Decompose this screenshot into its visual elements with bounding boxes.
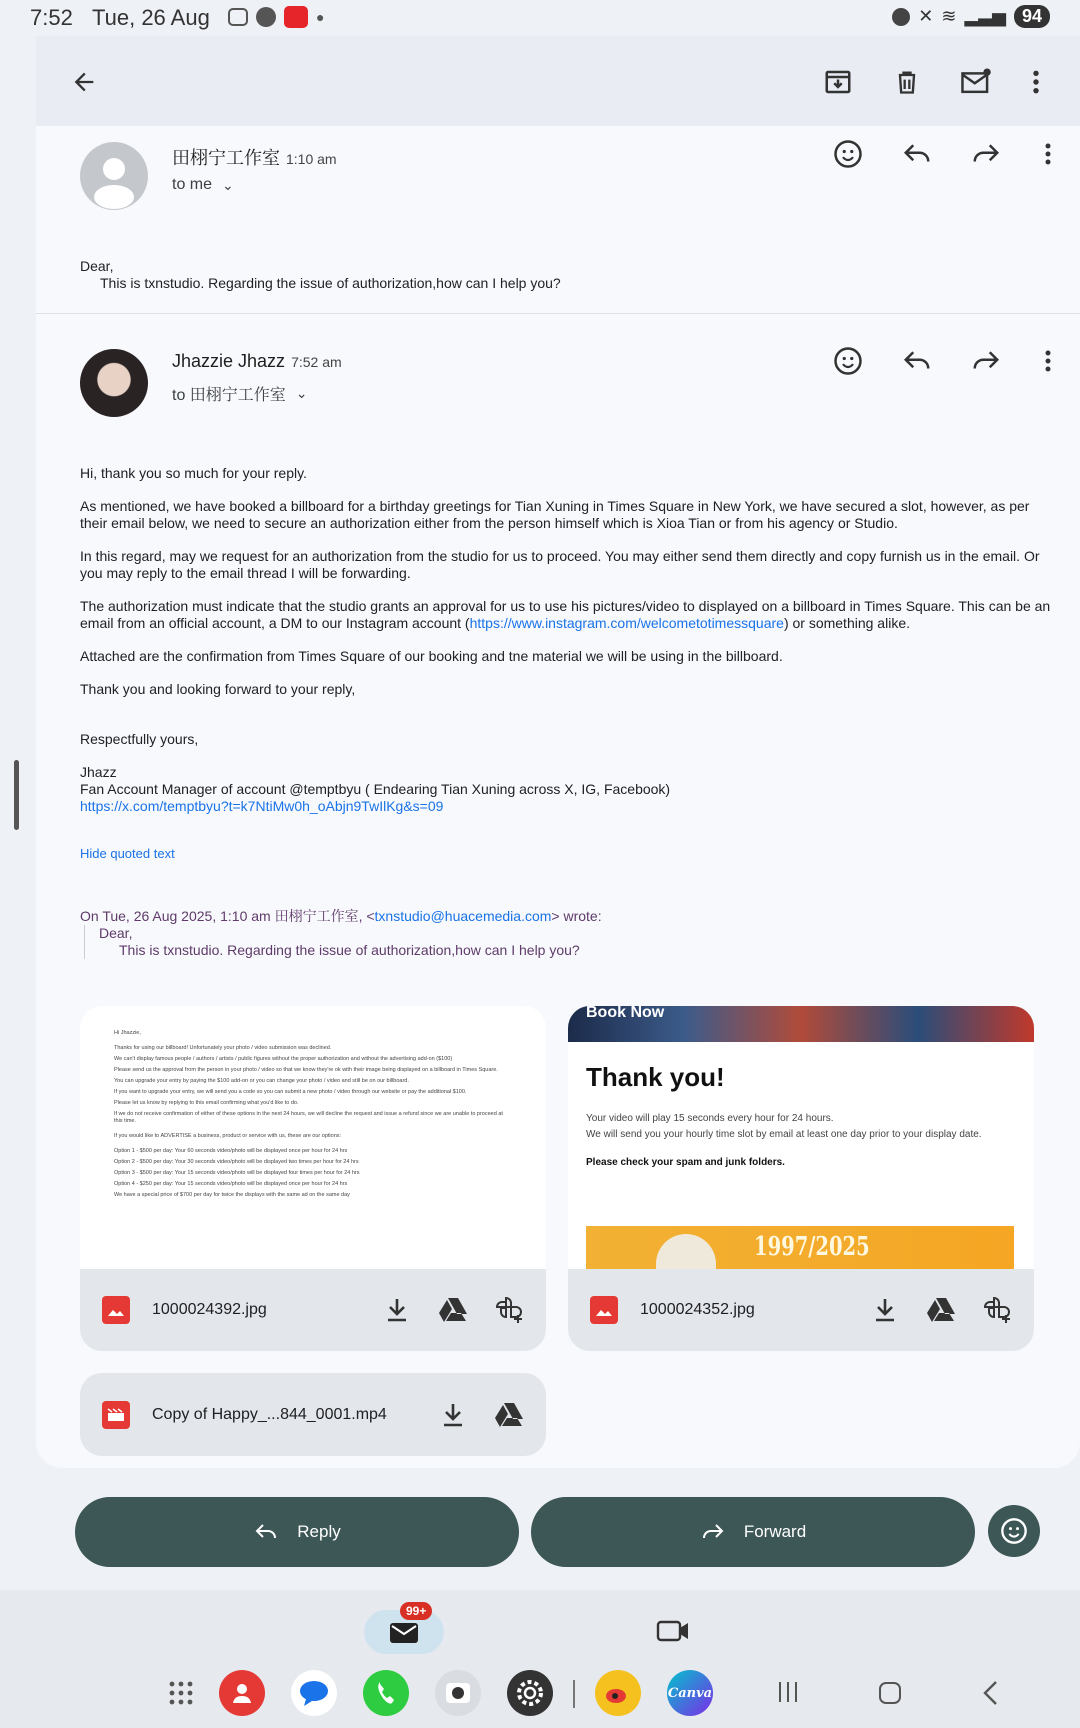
preview-line: If we do not receive confirmation of either of these options in the next 24 hours, we will decline the request and issue a refund since we are unable to proceed at this time. (114, 1111, 503, 1124)
person-photo-placeholder (656, 1234, 716, 1269)
signature-title: Fan Account Manager of account @temptbyu ( Endearing Tian Xuning across X, IG, Facebook) (80, 781, 671, 797)
image-file-icon (102, 1296, 130, 1324)
confirmation-line: We will send you your hourly time slot by email at least one day prior to your display date. (586, 1129, 982, 1140)
preview-line: Option 3 - $500 per day: Your 15 seconds video/photo will be displayed four times per hour for 24 hrs (114, 1170, 360, 1176)
paragraph: As mentioned, we have booked a billboard for a birthday greetings for Tian Xuning in Times Square in New York, we have secured a slot, however, as per their email below, we need to secure an authorization either from the person himself which is Xioa Tian or from his agency or Studio. (80, 498, 1030, 531)
reply-label: Reply (297, 1522, 341, 1541)
quoted-text: This is txnstudio. Regarding the issue of authorization,how can I help you? (119, 942, 580, 958)
paragraph-text: ) or something alike. (783, 615, 910, 631)
preview-line: If you would like to ADVERTISE a business, product or service with us, these are our options: (114, 1133, 342, 1139)
sender-avatar-placeholder[interactable] (80, 142, 148, 210)
mail-icon (389, 1620, 419, 1644)
reply-button[interactable] (901, 345, 933, 377)
times-square-banner (568, 1006, 1034, 1042)
wifi-icon: ≋ (941, 6, 957, 26)
trash-icon (893, 67, 921, 97)
more-vert-icon (1032, 69, 1040, 95)
dock-divider (573, 1680, 575, 1708)
unread-badge: 99+ (400, 1602, 432, 1620)
recipient-toggle[interactable] (172, 176, 234, 194)
mail-tab[interactable] (364, 1604, 444, 1654)
download-icon[interactable] (382, 1295, 412, 1325)
preview-line: We can't display famous people / authors / artists / public figures without the proper authorization and without the advertising add-on ($100) (114, 1056, 453, 1062)
forward-icon (700, 1522, 726, 1542)
attachment-preview[interactable] (568, 1006, 1034, 1269)
back-nav-button[interactable] (980, 1680, 1000, 1711)
forward-button[interactable] (970, 138, 1002, 170)
phone-app-icon[interactable] (363, 1670, 409, 1716)
email-thread-panel (36, 36, 1080, 1468)
add-to-photos-icon[interactable] (494, 1295, 524, 1325)
paragraph: Thank you and looking forward to your reply, (80, 681, 356, 697)
drive-icon[interactable] (926, 1295, 956, 1325)
message2-body (80, 465, 1060, 959)
message1-sender[interactable] (172, 144, 337, 170)
preview-line: Hi Jhazzie, (114, 1030, 141, 1036)
paragraph-text: The authorization must indicate that the studio grants an approval for us to use his pictures/video to displayed on a billboard in Times Square. This can be an email from an official account, a DM to our Instagram account ( (80, 598, 1051, 631)
message1-body (80, 258, 561, 292)
weibo-app-icon[interactable] (595, 1670, 641, 1716)
paragraph: In this regard, may we request for an authorization from the studio for us to proceed. You may either send them directly and copy furnish us in the email. Or you may reply to the email thread I will be forwarding. (80, 548, 1040, 581)
hide-quoted-text-link[interactable]: Hide quoted text (80, 846, 175, 861)
quote-header (80, 908, 1060, 925)
billboard-preview-strip (586, 1226, 1014, 1269)
smiley-icon (833, 139, 863, 169)
scroll-handle[interactable] (14, 760, 19, 830)
attachment-filename: 1000024392.jpg (152, 1301, 267, 1318)
forward-icon (971, 141, 1001, 167)
message-time: 1:10 am (286, 151, 337, 167)
more-options-button[interactable] (1018, 64, 1054, 100)
chevron-down-icon: ⌄ (295, 385, 308, 401)
quote-header-text: > wrote: (551, 908, 602, 924)
contacts-app-icon[interactable] (219, 1670, 265, 1716)
preview-line: Thanks for using our billboard! Unfortunately your photo / video submission was declined. (114, 1045, 332, 1051)
back-chevron-icon (980, 1680, 1000, 1706)
delete-button[interactable] (889, 64, 925, 100)
recent-apps-button[interactable] (776, 1680, 800, 1709)
emoji-react-button[interactable] (832, 138, 864, 170)
archive-button[interactable] (820, 64, 856, 100)
canva-app-icon[interactable]: Canva (667, 1670, 713, 1716)
greeting: Dear, (80, 258, 114, 274)
document-preview-text (114, 1030, 512, 1199)
attachment-filename: 1000024352.jpg (640, 1301, 755, 1318)
status-date: Tue, 26 Aug (92, 5, 210, 30)
image-file-icon (590, 1296, 618, 1324)
attachment-bar (80, 1269, 546, 1351)
preview-line: Please let us know by replying to this email confirming what you'd like to do. (114, 1100, 299, 1106)
mark-unread-button[interactable] (958, 64, 994, 100)
paragraph: Hi, thank you so much for your reply. (80, 465, 307, 481)
signature-name: Jhazz (80, 764, 117, 780)
preview-line: Option 4 - $250 per day: Your 15 seconds video/photo will be displayed once per hour for 24 hrs (114, 1181, 348, 1187)
signal-icon: ▂▃▅ (964, 6, 1006, 26)
attachment-card[interactable] (568, 1006, 1034, 1351)
quote-header-text: On Tue, 26 Aug 2025, 1:10 am 田栩宁工作室, < (80, 908, 375, 924)
confirmation-content (568, 1042, 1034, 1182)
reply-icon (902, 348, 932, 374)
preview-line: Option 2 - $500 per day: Your 30 seconds video/photo will be displayed two times per hour for 24 hrs (114, 1159, 359, 1165)
preview-line: You can upgrade your entry by paying the $100 add-on or you can change your photo / video and still be on our billboard. (114, 1078, 409, 1084)
confirmation-heading: Thank you! (586, 1062, 725, 1092)
smiley-icon (833, 346, 863, 376)
person-icon (80, 142, 148, 210)
camera-app-icon[interactable] (435, 1670, 481, 1716)
mute-icon: ✕ (918, 6, 934, 26)
messages-app-icon[interactable] (291, 1670, 337, 1716)
attachment-card[interactable] (80, 1006, 546, 1351)
forward-icon (971, 348, 1001, 374)
download-icon[interactable] (870, 1295, 900, 1325)
message-divider (36, 313, 1080, 314)
message2-sender[interactable] (172, 351, 342, 372)
back-button[interactable] (66, 64, 102, 100)
message-more-button[interactable] (1032, 345, 1064, 377)
top-toolbar (36, 36, 1080, 126)
recipient-toggle[interactable] (172, 382, 308, 405)
archive-icon (823, 67, 853, 97)
dnd-icon (892, 8, 910, 26)
forward-label: Forward (743, 1522, 807, 1541)
message-more-button[interactable] (1032, 138, 1064, 170)
download-icon[interactable] (438, 1400, 468, 1430)
paragraph: Attached are the confirmation from Times Square of our booking and tne material we will be using in the billboard. (80, 648, 783, 664)
mail-unread-icon (960, 67, 992, 97)
back-arrow-icon (70, 68, 98, 96)
forward-button[interactable] (970, 345, 1002, 377)
instagram-link[interactable]: https://www.instagram.com/welcometotimessquare (469, 615, 784, 631)
screenshot-icon (228, 8, 248, 26)
app-notification-icon (284, 6, 308, 28)
video-file-icon (102, 1401, 130, 1429)
recipient-label: to 田栩宁工作室 (172, 387, 286, 404)
emoji-reaction-button[interactable] (988, 1505, 1040, 1557)
sender-avatar[interactable] (80, 349, 148, 417)
smiley-icon (1000, 1517, 1028, 1545)
attachment-filename: Copy of Happy_...844_0001.mp4 (152, 1405, 387, 1423)
reply-icon (253, 1522, 279, 1542)
notification-icons (228, 6, 324, 28)
settings-app-icon[interactable] (507, 1670, 553, 1716)
drive-icon[interactable] (438, 1295, 468, 1325)
forward-main-button[interactable] (531, 1497, 975, 1567)
preview-line: If you want to upgrade your entry, we will send you a code so you can submit a new photo / video through our website or pay the additional $100. (114, 1089, 467, 1095)
drive-icon[interactable] (494, 1400, 524, 1430)
recipient-label: to me (172, 176, 213, 193)
reply-button[interactable] (901, 138, 933, 170)
status-bar (0, 0, 1080, 36)
attachment-card[interactable] (80, 1373, 546, 1456)
message-time: 7:52 am (291, 354, 342, 370)
date-stamp: 1997/2025 (754, 1232, 870, 1262)
recents-icon (776, 1680, 800, 1704)
sign-off: Respectfully yours, (80, 731, 199, 747)
home-icon (878, 1681, 902, 1705)
attachment-preview[interactable] (80, 1006, 546, 1269)
more-notifications-icon: ● (316, 9, 325, 25)
sender-name: Jhazzie Jhazz (172, 351, 286, 371)
status-time: 7:52 (30, 5, 73, 30)
reply-icon (902, 141, 932, 167)
preview-line: We have a special price of $700 per day for twice the displays with the same ad on the same day (114, 1192, 350, 1198)
preview-line: Option 1 - $500 per day: Your 60 seconds video/photo will be displayed once per hour for 24 hrs (114, 1148, 348, 1154)
video-camera-icon (656, 1618, 690, 1644)
reply-main-button[interactable] (75, 1497, 519, 1567)
app-drawer-icon[interactable] (158, 1670, 204, 1716)
add-to-photos-icon[interactable] (982, 1295, 1012, 1325)
quoted-block (84, 925, 1060, 959)
more-vert-icon (1044, 142, 1052, 166)
chevron-down-icon: ⌄ (222, 176, 234, 193)
message-text: This is txnstudio. Regarding the issue of authorization,how can I help you? (100, 275, 561, 291)
quote-email-link[interactable]: txnstudio@huacemedia.com (374, 908, 552, 924)
meet-tab[interactable] (656, 1618, 690, 1649)
attachment-bar (568, 1269, 1034, 1351)
confirmation-line: Your video will play 15 seconds every hour for 24 hours. (586, 1113, 834, 1124)
banner-text: Book Now (586, 1006, 665, 1021)
attachment-bar (80, 1373, 546, 1456)
more-vert-icon (1044, 349, 1052, 373)
emoji-react-button[interactable] (832, 345, 864, 377)
signature-link[interactable]: https://x.com/temptbyu?t=k7NtiMw0h_oAbjn9TwIlKg&s=09 (80, 798, 444, 814)
sender-name: 田栩宁工作室 (172, 148, 280, 168)
home-button[interactable] (878, 1681, 902, 1710)
confirmation-line: Please check your spam and junk folders. (586, 1157, 785, 1168)
battery-indicator: 94 (1014, 5, 1050, 28)
paragraph (80, 598, 1060, 632)
quoted-greeting: Dear, (99, 925, 133, 941)
system-icons (892, 5, 1050, 28)
messenger-icon (256, 7, 276, 27)
preview-line: Please send us the approval from the person in your photo / video so that we know they're ok with their image being displayed on a billboard in Times Square. (114, 1067, 498, 1073)
